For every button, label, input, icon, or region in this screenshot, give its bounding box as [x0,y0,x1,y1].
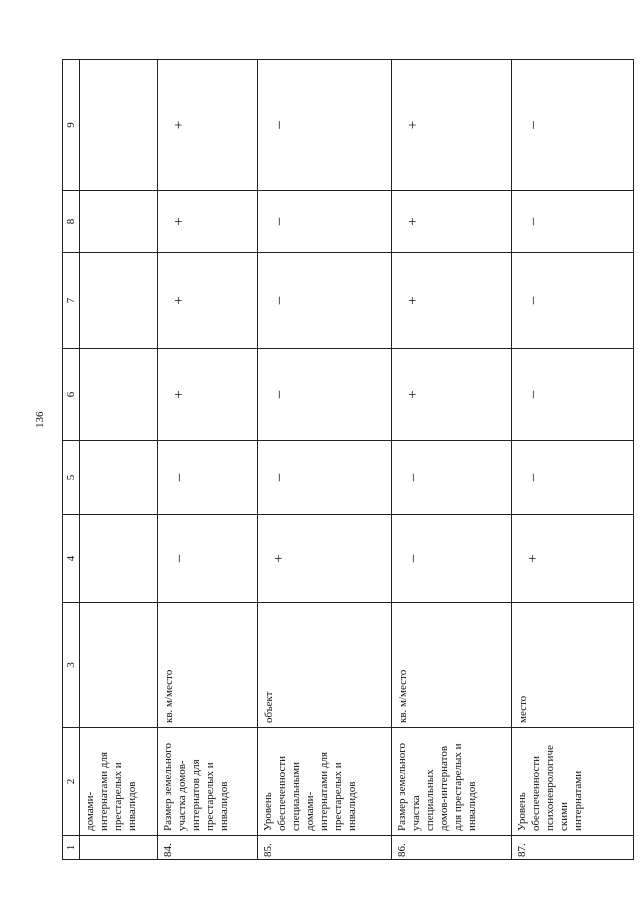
unit-of-measure: место [512,603,634,728]
indicator-name-line: инвалидов [466,781,478,831]
applicability-mark: – [258,191,392,253]
column-header: 1 [63,836,80,860]
column-header: 7 [63,253,80,349]
indicator-name-line: для престарелых и [452,743,464,831]
rotated-table-wrapper [62,60,584,860]
indicator-name-line: Размер земельного [162,743,174,831]
applicability-mark: – [392,441,512,515]
page-number: 136 [34,411,46,428]
applicability-mark [80,60,158,191]
row-number: 86. [392,836,512,860]
applicability-mark: – [258,441,392,515]
applicability-mark [80,191,158,253]
row-number: 84. [158,836,258,860]
indicator-name-line: домами- [84,791,96,831]
indicator-name-line: обеспеченности [530,755,542,831]
unit-of-measure: кв. м/место [392,603,512,728]
applicability-mark: – [158,515,258,603]
applicability-mark [80,253,158,349]
indicator-name-line: скими [558,802,570,831]
indicator-name-line: интернатами для [318,751,330,831]
applicability-mark: + [158,60,258,191]
indicator-name [392,728,512,836]
indicator-name-line: домов-интернатов [438,745,450,831]
indicator-name-line: участка [410,795,422,831]
indicator-name-line: интернатами [572,770,584,831]
indicator-name-line: интернатов для [190,759,202,831]
column-header: 6 [63,349,80,441]
applicability-mark: – [512,60,634,191]
column-header: 5 [63,441,80,515]
indicator-name-line: специальных [424,769,436,831]
applicability-mark [80,441,158,515]
applicability-mark: – [512,253,634,349]
applicability-mark: – [158,441,258,515]
applicability-mark: – [258,60,392,191]
applicability-mark: + [258,515,392,603]
unit-of-measure: объект [258,603,392,728]
column-header: 4 [63,515,80,603]
unit-of-measure [80,603,158,728]
indicator-name [158,728,258,836]
applicability-mark: + [158,191,258,253]
table-row [158,60,258,860]
applicability-mark [80,349,158,441]
applicability-mark: + [512,515,634,603]
indicator-name-line: обеспеченности [276,755,288,831]
column-header: 9 [63,60,80,191]
applicability-mark: + [392,253,512,349]
indicator-name-line: интернатами для [98,751,110,831]
applicability-mark: – [258,253,392,349]
applicability-mark: – [392,515,512,603]
indicator-name-line: домами- [304,791,316,831]
applicability-mark: + [158,253,258,349]
applicability-mark: – [512,441,634,515]
applicability-mark: – [512,349,634,441]
table-header-row [63,60,80,860]
table-row [258,60,392,860]
row-number: 85. [258,836,392,860]
indicator-name-line: инвалидов [346,781,358,831]
indicator-name-line: престарелых и [112,762,124,831]
table-row [392,60,512,860]
row-number: 87. [512,836,634,860]
applicability-mark: – [258,349,392,441]
indicator-name-line: престарелых и [204,762,216,831]
applicability-mark: + [158,349,258,441]
row-number [80,836,158,860]
indicator-name-line: инвалидов [126,781,138,831]
indicator-name [512,728,634,836]
indicator-name [80,728,158,836]
indicator-name-line: участка домов- [176,760,188,831]
applicability-mark: + [392,349,512,441]
column-header: 2 [63,728,80,836]
data-table [62,59,634,860]
indicator-name-line: специальными [290,761,302,831]
applicability-mark: + [392,60,512,191]
applicability-mark: + [392,191,512,253]
indicator-name-line: Размер земельного [396,743,408,831]
applicability-mark: – [512,191,634,253]
indicator-name-line: инвалидов [218,781,230,831]
applicability-mark [80,515,158,603]
indicator-name-line: Уровень [262,792,274,831]
indicator-name-line: психоневрологиче [544,745,556,831]
indicator-name-line: престарелых и [332,762,344,831]
column-header: 3 [63,603,80,728]
table-row [80,60,158,860]
indicator-name [258,728,392,836]
indicator-name-line: Уровень [516,792,528,831]
unit-of-measure: кв. м/место [158,603,258,728]
column-header: 8 [63,191,80,253]
table-row [512,60,634,860]
